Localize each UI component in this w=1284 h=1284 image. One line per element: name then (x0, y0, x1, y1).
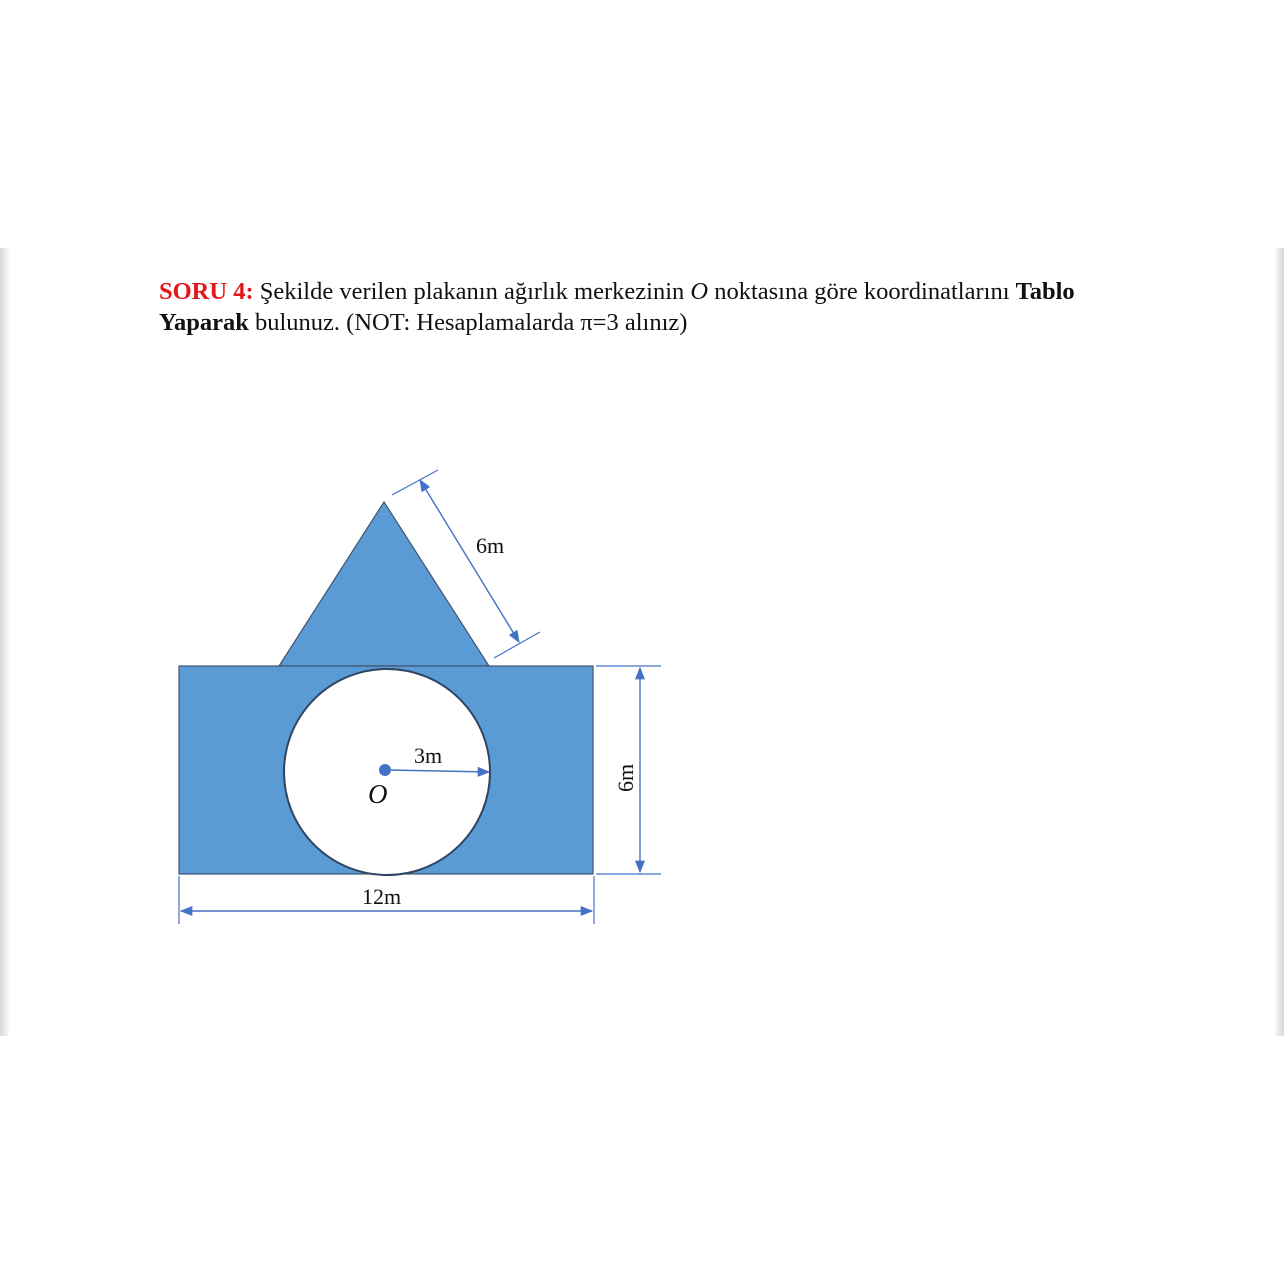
triangle-ext-line-top (392, 470, 438, 495)
question-text-part-1: Şekilde verilen plakanın ağırlık merkezinin (253, 278, 691, 305)
width-label: 12m (362, 884, 402, 909)
question-text-part-3: bulunuz. (NOT: Hesaplamalarda π=3 alınız) (248, 309, 688, 336)
question-label: SORU 4: (159, 278, 254, 305)
triangle-ext-line-bottom (494, 632, 540, 658)
question-bold-tablo: Tablo (1015, 278, 1075, 305)
triangle-side-label: 6m (476, 533, 505, 558)
question-point-ref: O (690, 278, 709, 305)
height-label: 6m (613, 763, 638, 792)
radius-label: 3m (414, 743, 443, 768)
point-o-label: O (368, 779, 388, 809)
question-text-part-2: noktasına göre koordinatlarını (708, 278, 1016, 305)
triangle-plate (279, 502, 489, 666)
question-bold-yaparak: Yaparak (159, 309, 249, 336)
